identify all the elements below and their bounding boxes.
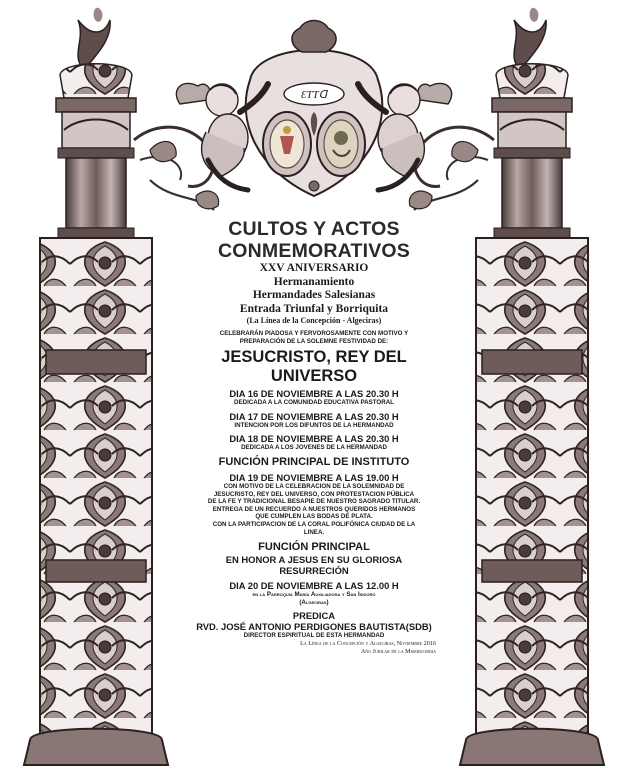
predica-label: PREDICA [292,610,336,622]
day-1-note: DEDICADA A LA COMUNIDAD EDUCATIVA PASTORAL [234,399,394,407]
left-column [24,8,168,765]
footer-place-date: La Línea de la Concepción y Algeciras, Noviembre 2016 [300,639,436,647]
emblem-monogram: ƐTTᗡ [300,89,328,101]
day-1-date: DIA 16 DE NOVIEMBRE A LAS 20.30 H [229,388,399,400]
hermandades: Hermandades Salesianas [252,289,376,301]
day-3-date: DIA 18 DE NOVIEMBRE A LAS 20.30 H [229,433,399,445]
entrada-triunfal: Entrada Triunfal y Borriquita [239,302,389,315]
instituto-line-6: CON LA PARTICIPACION DE LA CORAL POLIFÓNICA CIUDAD DE LA [212,520,416,528]
principal-date: DIA 20 DE NOVIEMBRE A LAS 12.00 H [229,580,399,592]
hermanamiento: Hermanamiento [273,275,355,288]
predica-role: DIRECTOR ESPIRITUAL DE ESTA HERMANDAD [243,632,385,640]
intro-line-1: CELEBRARÁN PIADOSA Y FERVOROSAMENTE CON MOTIVO Y [219,330,409,337]
day-2 [178,411,450,430]
central-emblem [246,21,383,197]
principal-heading: FUNCIÓN PRINCIPAL [258,541,370,554]
day-1 [178,388,450,407]
predica-name: RVD. JOSÉ ANTONIO PERDIGONES BAUTISTA(SDB) [196,621,432,633]
right-column [460,8,604,765]
feast-line-1: JESUCRISTO, REY DEL [221,348,407,367]
intro-line-2: PREPARACIÓN DE LA SOLEMNE FESTIVIDAD DE: [239,337,389,345]
title-line-2: CONMEMORATIVOS [217,240,411,262]
principal-sub-2: RESURRECIÓN [279,565,349,577]
instituto-line-2: JESUCRISTO, REY DEL UNIVERSO, CON PROTESTACION PÚBLICA [213,490,415,498]
feast-line-2: UNIVERSO [270,367,358,386]
footer-year: Año Jubilar de la Misericordia [360,647,436,655]
day-3 [178,433,450,452]
day-2-note: INTENCION POR LOS DIFUNTOS DE LA HERMANDAD [234,421,394,429]
day-2-date: DIA 17 DE NOVIEMBRE A LAS 20.30 H [229,410,399,422]
principal-place-1: en la Parroquia María Auxiliadora y San Isidoro [252,591,376,599]
instituto-line-5: QUE CUMPLEN LAS BODAS DE PLATA. [255,513,373,521]
poster-text [178,218,450,655]
instituto-line-4: ENTREGA DE UN RECUERDO A NUESTROS QUERIDOS HERMANOS [212,505,416,513]
principal-place-2: (Algeciras) [299,598,329,606]
instituto-line-3: DE LA FE Y TRADICIONAL BESAPIE DE NUESTRO SAGRADO TITULAR. [207,498,421,506]
instituto-line-1: CON MOTIVO DE LA CELEBRACION DE LA SOLEMNIDAD DE [223,482,405,490]
day-3-note: DEDICADA A LOS JOVENES DE LA HERMANDAD [241,444,387,452]
anniversary: XXV ANIVERSARIO [259,262,369,274]
principal-sub-1: EN HONOR A JESUS EN SU GLORIOSA [225,554,403,566]
title-line-1: CULTOS Y ACTOS [228,218,400,240]
instituto-line-7: LINEA. [303,528,325,536]
location: (La Línea de la Concepción - Algeciras) [246,316,382,325]
instituto-heading: FUNCIÓN PRINCIPAL DE INSTITUTO [218,455,410,468]
instituto-date: DIA 19 DE NOVIEMBRE A LAS 19.00 H [229,471,399,483]
